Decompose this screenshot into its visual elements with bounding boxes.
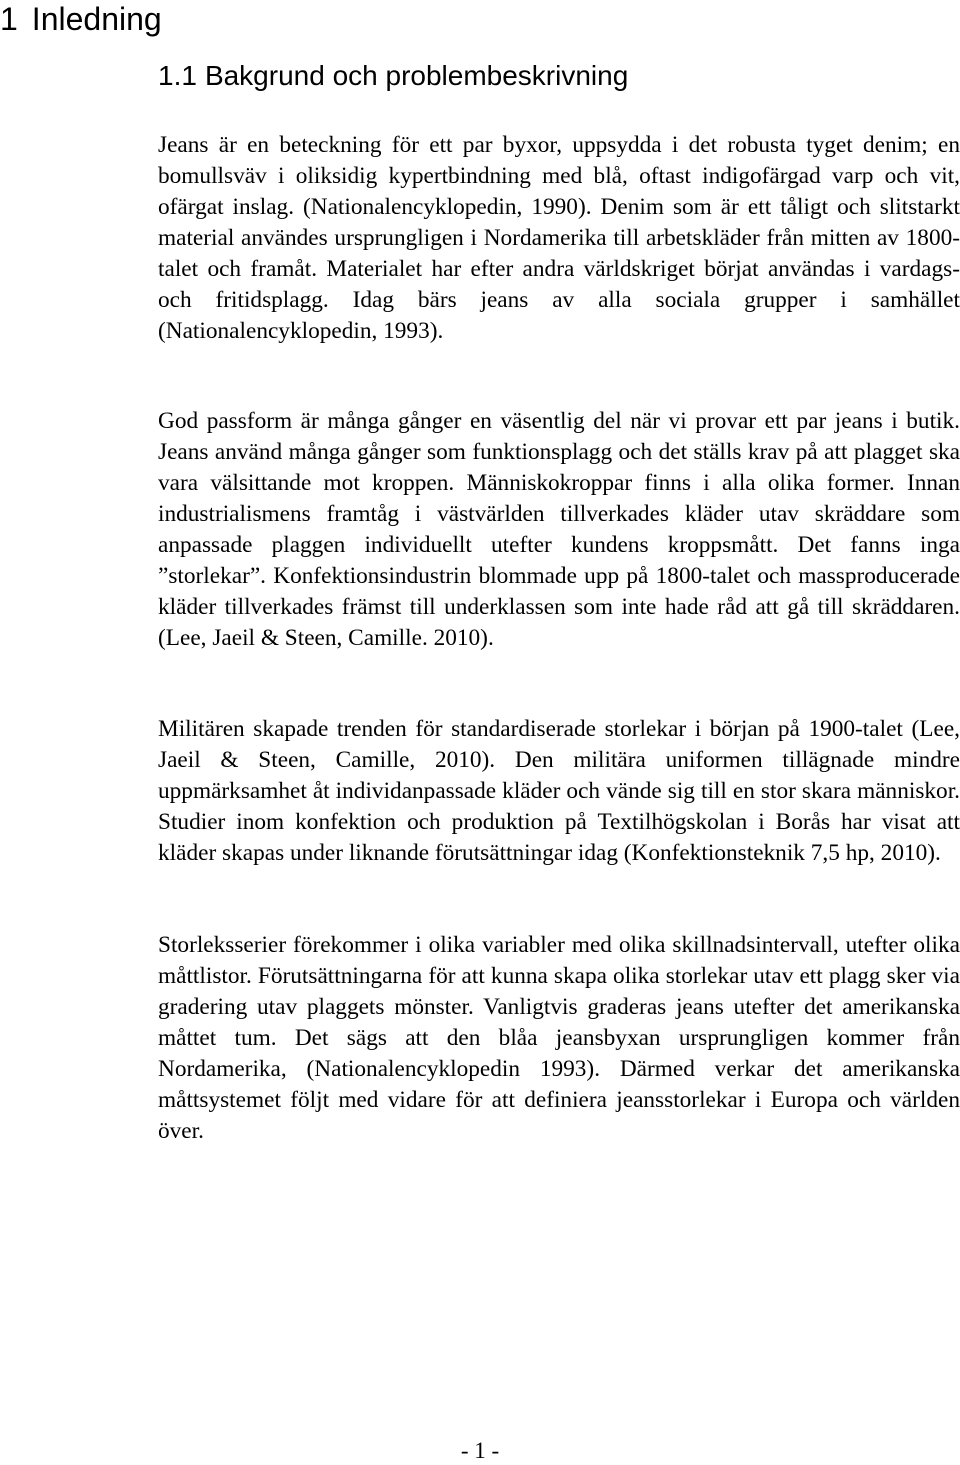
section-heading bbox=[158, 58, 628, 94]
chapter-number: 1 bbox=[0, 1, 18, 37]
chapter-heading bbox=[0, 0, 162, 38]
page-number: - 1 - bbox=[460, 1438, 500, 1463]
paragraph-background-jeans: Jeans är en beteckning för ett par byxor, uppsydda i det robusta tyget denim; en bomullsväv i oliksidig kypertbindning med blå, oftast indigofärgad varp och vit, ofärgat inslag. (Nationalencyklopedin, 1990). Denim som är ett tåligt och slitstarkt material användes ursprungligen i Nordamerika till arbetskläder från mitten av 1800-talet och framåt. Materialet har efter andra världskriget börjat användas i vardags- och fritidsplagg. Idag bärs jeans av alla sociala grupper i samhället (Nationalencyklopedin, 1993). bbox=[158, 132, 960, 344]
paragraph-fit: God passform är många gånger en väsentlig del när vi provar ett par jeans i butik. Jeans använd många gånger som funktionsplagg och det ställs krav på att plagget ska vara välsittande mot kroppen. Människokroppar finns i alla olika former. Innan industrialismens framtåg i västvärlden tillverkades kläder utav skräddare som anpassade plaggen individuellt utefter kundens kroppsmått. Det fanns inga ”storlekar”. Konfektionsindustrin blommade upp på 1800-talet och massproducerade kläder tillverkades främst till underklassen som inte hade råd att gå till skräddaren. (Lee, Jaeil & Steen, Camille. 2010). bbox=[158, 408, 960, 651]
section-number: 1.1 bbox=[158, 60, 197, 91]
section-title: Bakgrund och problembeskrivning bbox=[204, 60, 629, 91]
chapter-title: Inledning bbox=[31, 1, 162, 37]
paragraph-military-sizes: Militären skapade trenden för standardiserade storlekar i början på 1900-talet (Lee, Jaeil & Steen, Camille, 2010). Den militära uniformen tillägnade mindre uppmärksamhet åt individanpassade kläder och vände sig till en stor skara människor. Studier inom konfektion och produktion på Textilhögskolan i Borås har visat att kläder skapas under liknande förutsättningar idag (Konfektionsteknik 7,5 hp, 2010). bbox=[158, 716, 960, 866]
paragraph-size-series: Storleksserier förekommer i olika variabler med olika skillnadsintervall, utefter olika måttlistor. Förutsättningarna för att kunna skapa olika storlekar utav ett plagg sker via gradering utav plaggets mönster. Vanligtvis graderas jeans utefter det amerikanska måttet tum. Det sägs att den blåa jeansbyxan ursprungligen kommer från Nordamerika, (Nationalencyklopedin 1993). Därmed verkar det amerikanska måttsystemet följt med vidare för att definiera jeansstorlekar i Europa och världen över. bbox=[158, 932, 960, 1144]
